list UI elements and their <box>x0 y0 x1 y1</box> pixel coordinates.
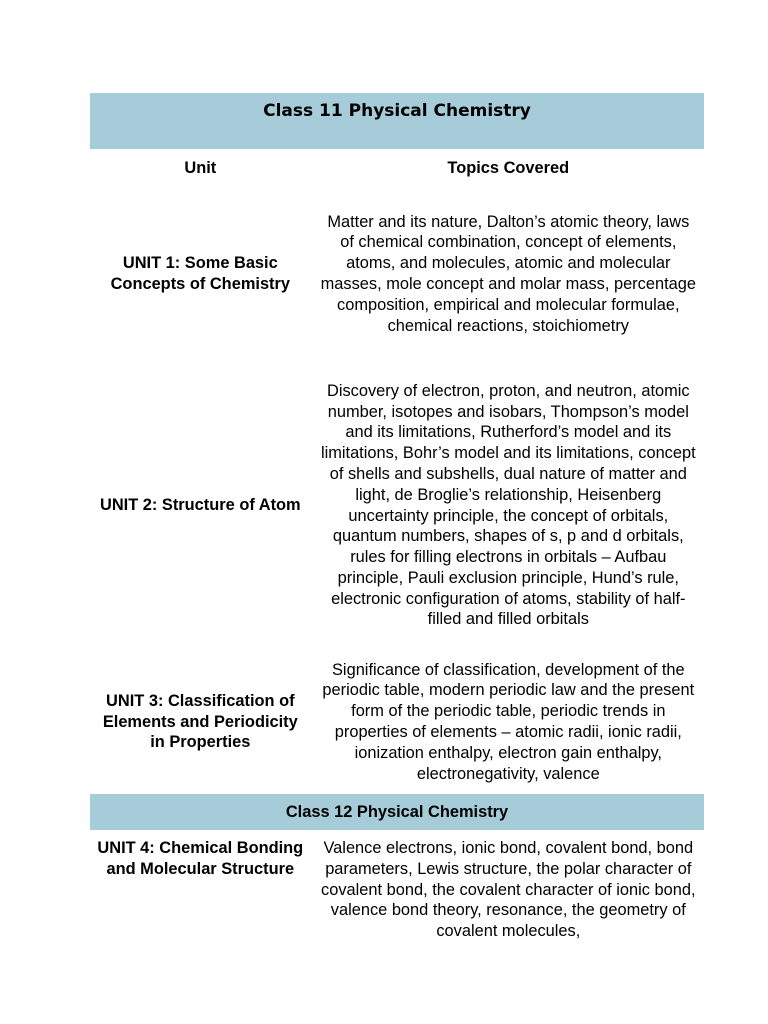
unit-name: UNIT 3: Classification of Elements and Periodicity in Properties <box>102 691 298 752</box>
table-row <box>90 830 704 958</box>
unit-topics: Significance of classification, development of the periodic table, modern periodic law and the present form of the periodic table, periodic trends in properties of elements – atomic radii, ionic radii, ionization enthalpy, electron gain enthalpy, electronegativity, valence <box>322 660 695 783</box>
table-title-row <box>90 93 704 149</box>
unit-topics: Matter and its nature, Dalton’s atomic theory, laws of chemical combination, concept of elements, atoms, and molecules, atomic and molecular masses, mole concept and molar mass, percentage composition, empirical and molecular formulae, chemical reactions, stoichiometry <box>320 212 696 335</box>
unit-column-header: Unit <box>184 158 217 177</box>
table-row <box>90 187 704 361</box>
unit-name: UNIT 4: Chemical Bonding and Molecular Structure <box>97 839 304 878</box>
class-11-title: Class 11 Physical Chemistry <box>90 93 704 149</box>
unit-topics: Discovery of electron, proton, and neutron, atomic number, isotopes and isobars, Thompson’s model and its limitations, Rutherford’s model and its limitations, Bohr’s model and its limitations, concept of shells and subshells, dual nature of matter and light, de Broglie’s relationship, Heisenberg uncertainty principle, the concept of orbitals, quantum numbers, shapes of s, p and d orbitals, rules for filling electrons in orbitals – Aufbau principle, Pauli exclusion principle, Hund’s rule, electronic configuration of atoms, stability of half-filled and filled orbitals <box>320 381 696 629</box>
table-header-row <box>90 149 704 187</box>
class-12-title: Class 12 Physical Chemistry <box>90 794 704 830</box>
section-title-row <box>90 794 704 830</box>
unit-name: UNIT 2: Structure of Atom <box>99 496 301 515</box>
topics-column-header: Topics Covered <box>447 158 570 177</box>
syllabus-table <box>90 93 704 958</box>
table-row <box>90 650 704 794</box>
unit-name: UNIT 1: Some Basic Concepts of Chemistry <box>110 254 291 293</box>
unit-topics: Valence electrons, ionic bond, covalent bond, bond parameters, Lewis structure, the polar character of covalent bond, the covalent character of ionic bond, valence bond theory, resonance, the geometry of covalent molecules, <box>321 839 696 941</box>
table-row <box>90 361 704 650</box>
